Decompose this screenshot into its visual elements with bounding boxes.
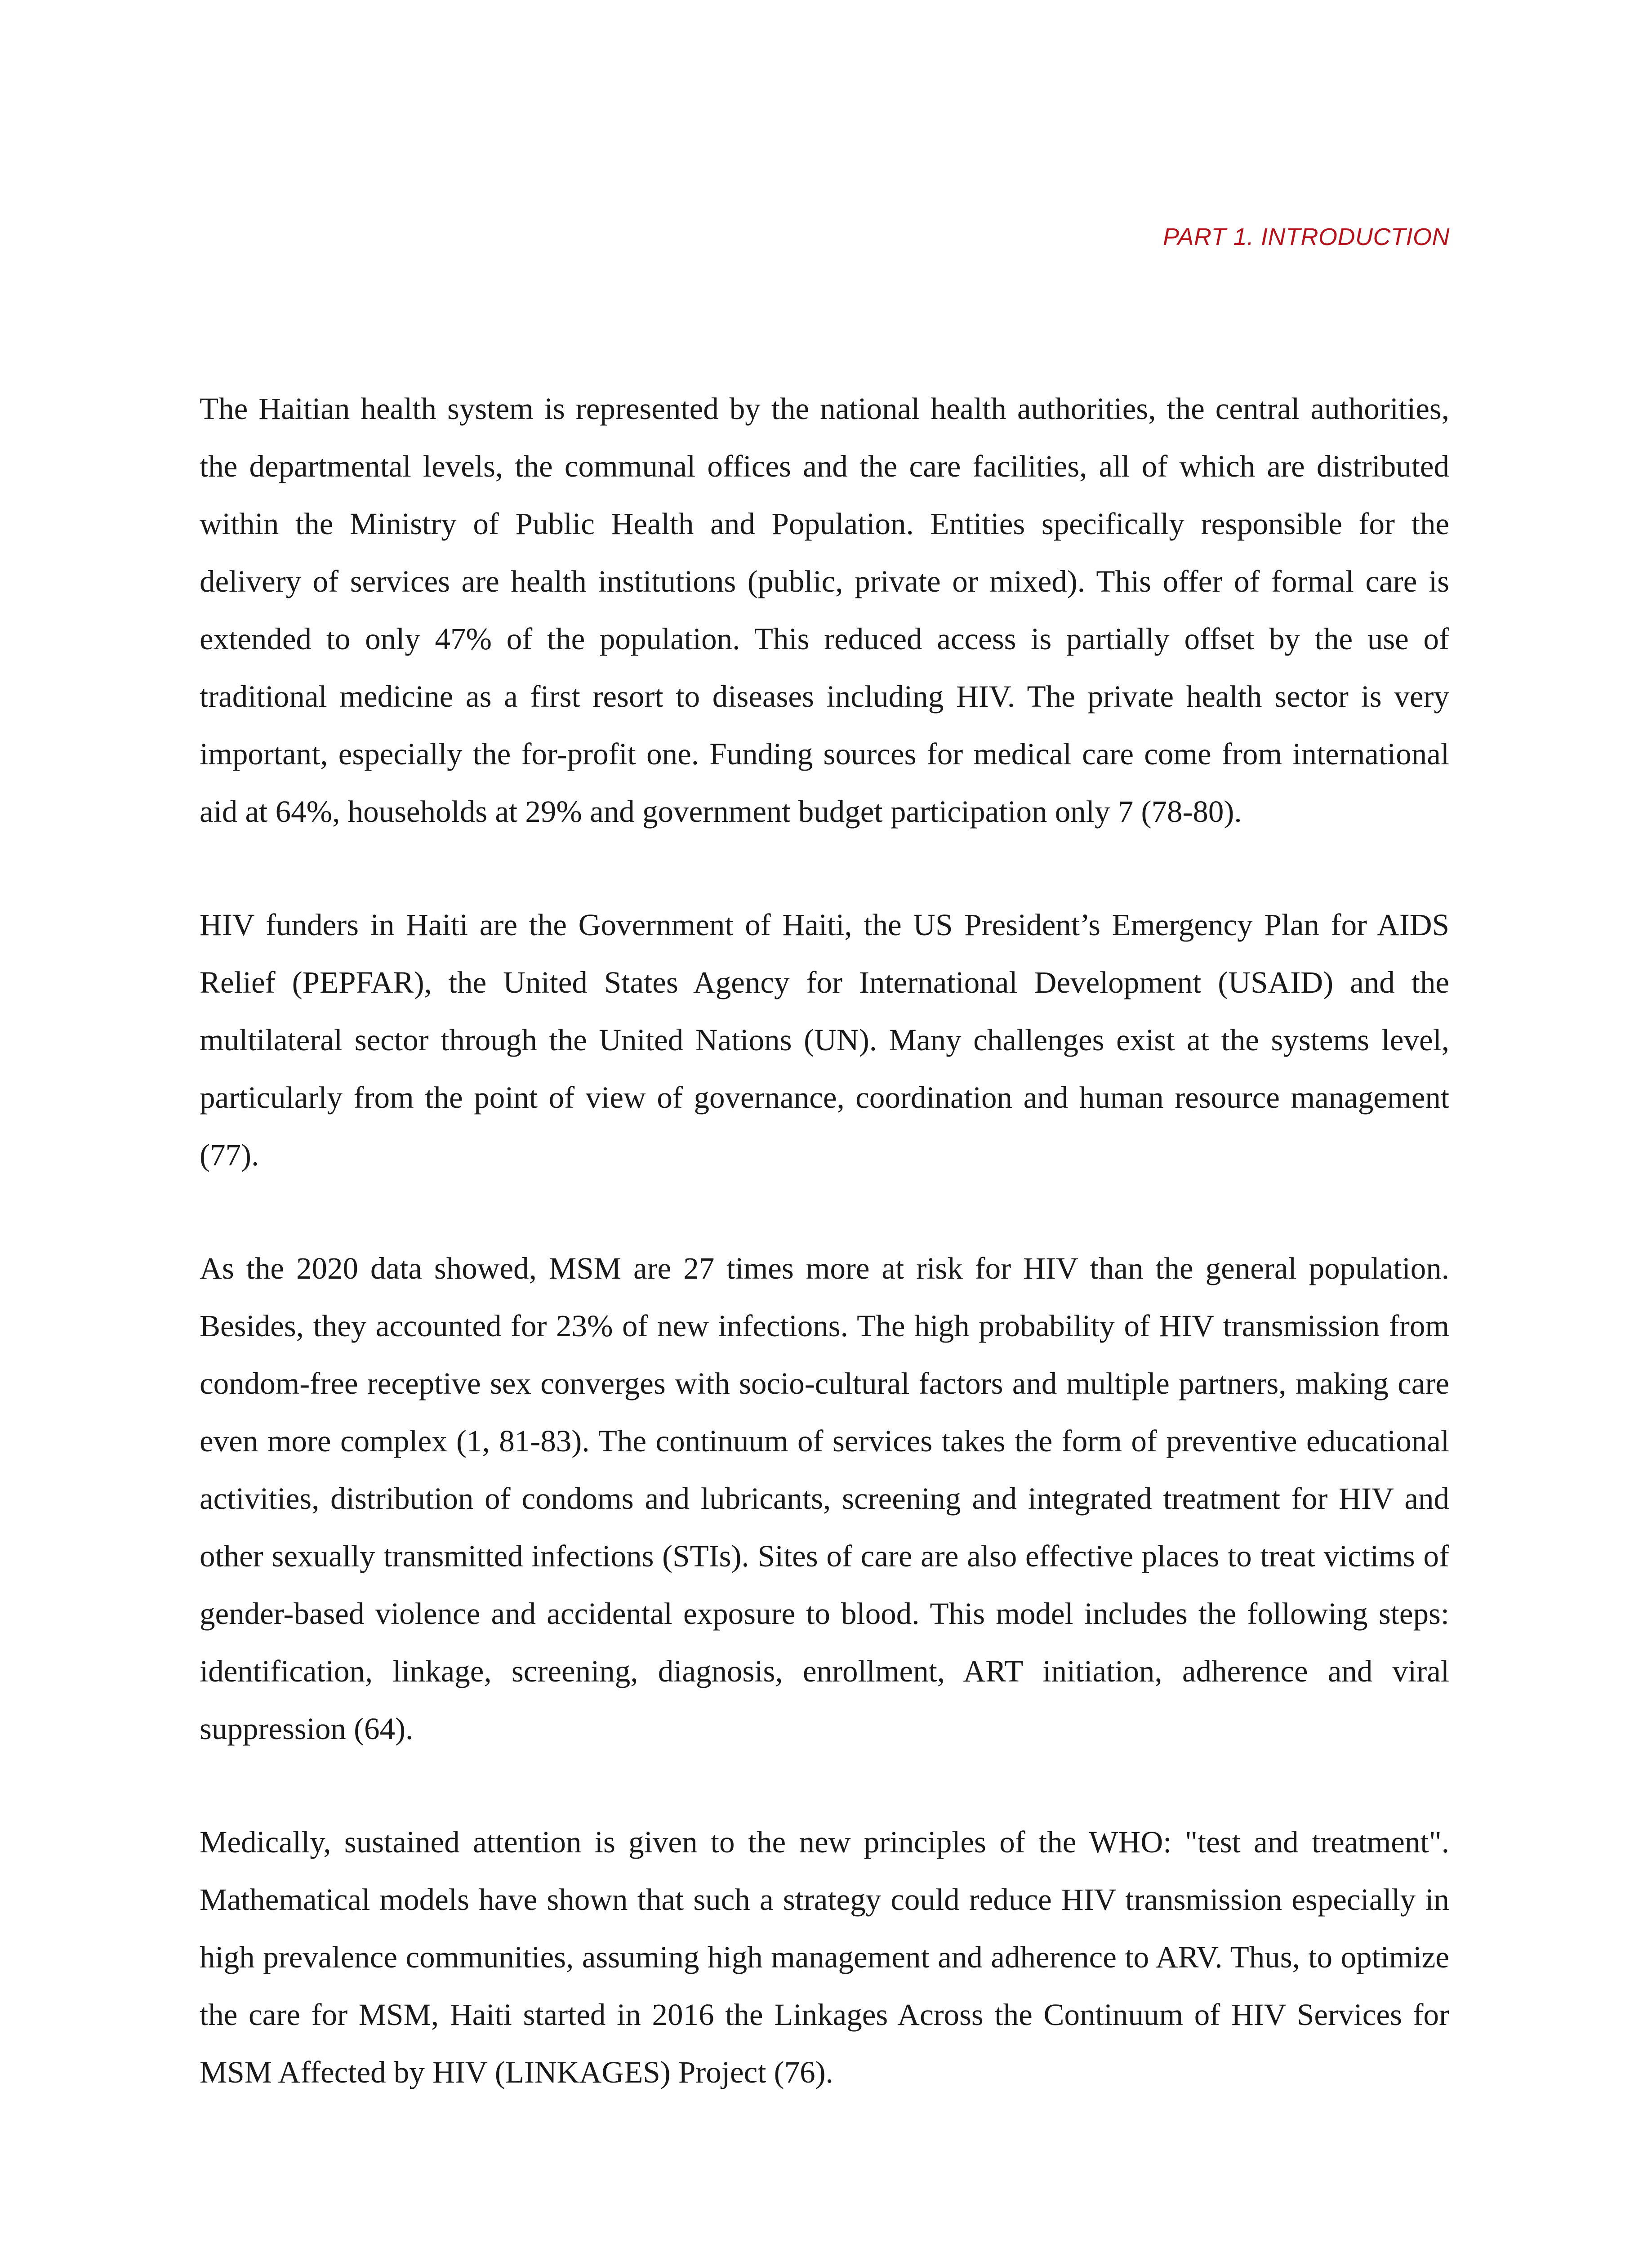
body-text (200, 380, 1449, 2157)
paragraph-msm-risk: As the 2020 data showed, MSM are 27 times more at risk for HIV than the general population. Besides, they accounted for 23% of new infections. The high probability of HIV transmission from condom-free receptive sex converges with socio-cultural factors and multiple partners, making care even more complex (1, 81-83). The continuum of services takes the form of preventive educational activities, distribution of condoms and lubricants, screening and integrated treatment for HIV and other sexually transmitted infections (STIs). Sites of care are also effective places to treat victims of gender-based violence and accidental exposure to blood. This model includes the following steps: identification, linkage, screening, diagnosis, enrollment, ART initiation, adherence and viral suppression (64). (200, 1251, 1449, 1746)
paragraph-test-and-treat: Medically, sustained attention is given to the new principles of the WHO: "test and treatment". Mathematical models have shown that such a strategy could reduce HIV transmission especially in high prevalence communities, assuming high management and adherence to ARV. Thus, to optimize the care for MSM, Haiti started in 2016 the Linkages Across the Continuum of HIV Services for MSM Affected by HIV (LINKAGES) Project (76). (200, 1825, 1449, 2089)
running-header: PART 1. INTRODUCTION (1162, 223, 1450, 250)
paragraph-health-system: The Haitian health system is represented by the national health authorities, the central authorities, the departmental levels, the communal offices and the care facilities, all of which are distributed within the Ministry of Public Health and Population. Entities specifically responsible for the delivery of services are health institutions (public, private or mixed). This offer of formal care is extended to only 47% of the population. This reduced access is partially offset by the use of traditional medicine as a first resort to diseases including HIV. The private health sector is very important, especially the for-profit one. Funding sources for medical care come from international aid at 64%, households at 29% and government budget participation only 7 (78-80). (200, 392, 1449, 829)
paragraph-hiv-funders: HIV funders in Haiti are the Government of Haiti, the US President’s Emergency Plan for AIDS Relief (PEPFAR), the United States Agency for International Development (USAID) and the multilateral sector through the United Nations (UN). Many challenges exist at the systems level, particularly from the point of view of governance, coordination and human resource management (77). (200, 908, 1449, 1172)
